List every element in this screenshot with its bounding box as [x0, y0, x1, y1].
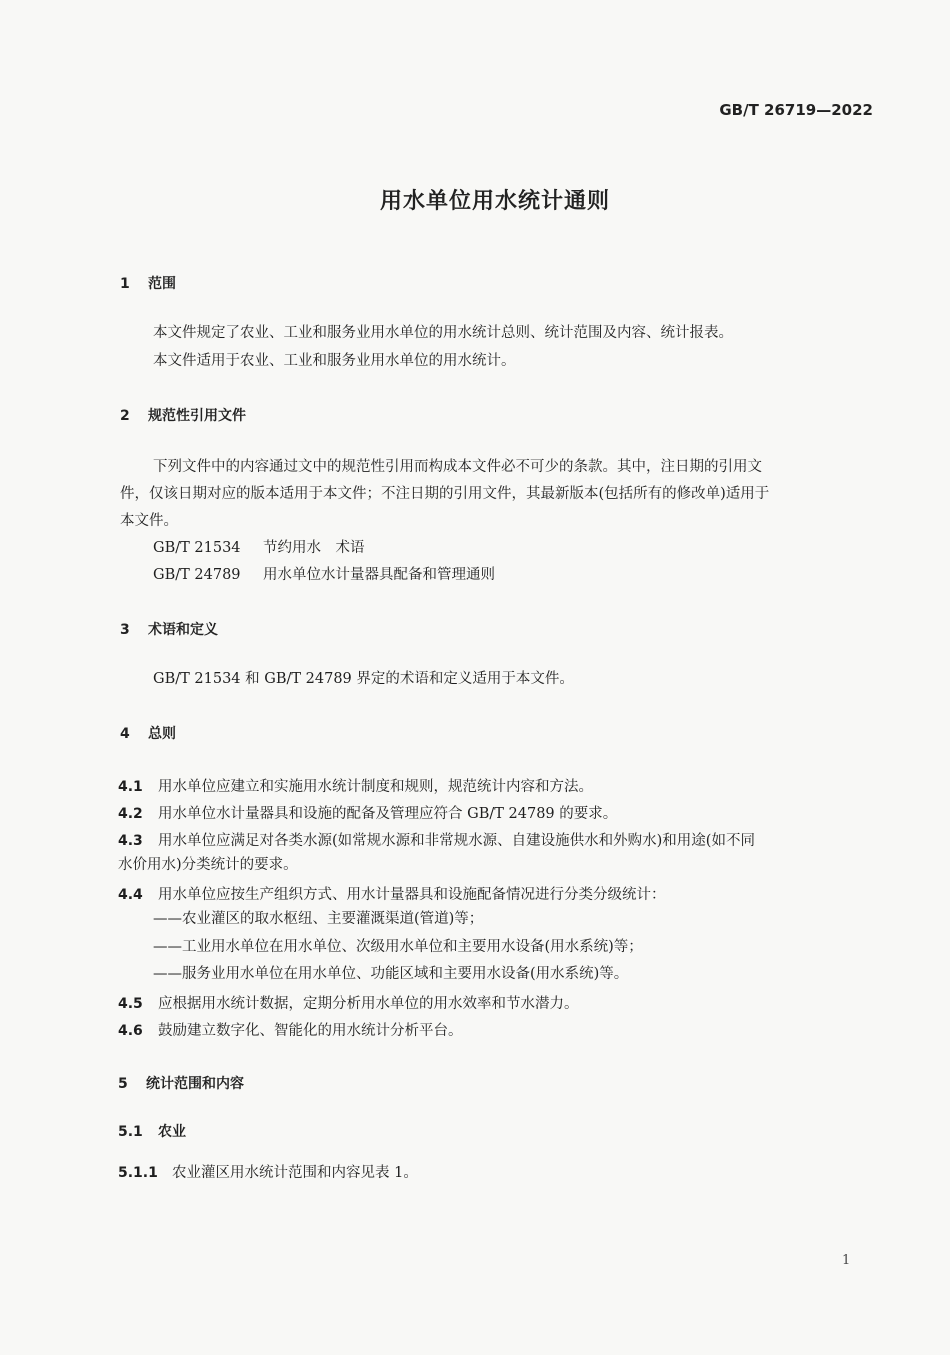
clause-number: 4.4 [118, 887, 143, 903]
section-number: 4 [120, 726, 130, 742]
clause-4-6 [118, 1019, 463, 1040]
clause-text: 用水单位应按生产组织方式、用水计量器具和设施配备情况进行分类分级统计： [158, 887, 666, 903]
section-number: 5 [118, 1076, 128, 1092]
section-title: 总则 [148, 726, 176, 742]
reference-code: GB/T 21534 [153, 540, 241, 556]
section-2-intro-line-3: 本文件。 [120, 513, 178, 529]
reference-code: GB/T 24789 [153, 567, 241, 583]
section-2-intro-line-1: 下列文件中的内容通过文中的规范性引用而构成本文件必不可少的条款。其中，注日期的引用文 [153, 459, 762, 475]
list-item: ——工业用水单位在用水单位、次级用水单位和主要用水设备(用水系统)等； [153, 939, 643, 955]
clause-text: 用水单位应满足对各类水源(如常规水源和非常规水源、自建设施供水和外购水)和用途(如不同 [158, 833, 755, 849]
section-title: 规范性引用文件 [148, 408, 246, 424]
clause-number: 4.1 [118, 779, 143, 795]
section-3-heading [120, 619, 218, 639]
clause-text: 用水单位水计量器具和设施的配备及管理应符合 GB/T 24789 的要求。 [158, 806, 618, 822]
standard-number: GB/T 26719—2022 [719, 101, 873, 119]
section-title: 范围 [148, 276, 176, 292]
subsection-5-1-heading [118, 1121, 186, 1141]
section-title: 统计范围和内容 [146, 1076, 244, 1092]
section-1-paragraph-1: 本文件规定了农业、工业和服务业用水单位的用水统计总则、统计范围及内容、统计报表。 [153, 325, 733, 341]
clause-4-3-continuation: 水价用水)分类统计的要求。 [118, 857, 298, 873]
reference-title: 用水单位水计量器具配备和管理通则 [263, 567, 495, 583]
clause-number: 5.1.1 [118, 1165, 158, 1181]
normative-reference [153, 538, 365, 558]
normative-reference [153, 565, 495, 585]
clause-text: 鼓励建立数字化、智能化的用水统计分析平台。 [158, 1023, 463, 1039]
list-item: ——农业灌区的取水枢纽、主要灌溉渠道(管道)等； [153, 911, 484, 927]
clause-text: 农业灌区用水统计范围和内容见表 1。 [172, 1165, 418, 1181]
clause-number: 4.3 [118, 833, 143, 849]
section-1-heading [120, 273, 176, 293]
section-title: 术语和定义 [148, 622, 218, 638]
reference-title: 节约用水 术语 [263, 540, 365, 556]
clause-4-1 [118, 775, 593, 796]
section-1-paragraph-2: 本文件适用于农业、工业和服务业用水单位的用水统计。 [153, 353, 516, 369]
section-4-heading [120, 723, 176, 743]
section-number: 1 [120, 276, 130, 292]
clause-4-5 [118, 992, 579, 1013]
section-3-paragraph: GB/T 21534 和 GB/T 24789 界定的术语和定义适用于本文件。 [153, 671, 574, 687]
section-number: 2 [120, 408, 130, 424]
section-5-heading [118, 1073, 244, 1093]
clause-4-2 [118, 802, 617, 823]
list-item: ——服务业用水单位在用水单位、功能区域和主要用水设备(用水系统)等。 [153, 966, 629, 982]
document-title: 用水单位用水统计通则 [379, 189, 610, 214]
clause-number: 4.5 [118, 996, 143, 1012]
clause-number: 4.2 [118, 806, 143, 822]
section-2-intro-line-2: 件，仅该日期对应的版本适用于本文件；不注日期的引用文件，其最新版本(包括所有的修改单)适用于 [120, 486, 770, 502]
section-2-heading [120, 405, 246, 425]
subsection-number: 5.1 [118, 1124, 143, 1140]
clause-5-1-1 [118, 1161, 418, 1182]
clause-4-3 [118, 829, 755, 850]
clause-text: 用水单位应建立和实施用水统计制度和规则，规范统计内容和方法。 [158, 779, 593, 795]
section-number: 3 [120, 622, 130, 638]
page-number: 1 [842, 1253, 851, 1268]
clause-text: 应根据用水统计数据，定期分析用水单位的用水效率和节水潜力。 [158, 996, 579, 1012]
clause-number: 4.6 [118, 1023, 143, 1039]
clause-4-4 [118, 883, 666, 904]
subsection-title: 农业 [158, 1124, 186, 1140]
